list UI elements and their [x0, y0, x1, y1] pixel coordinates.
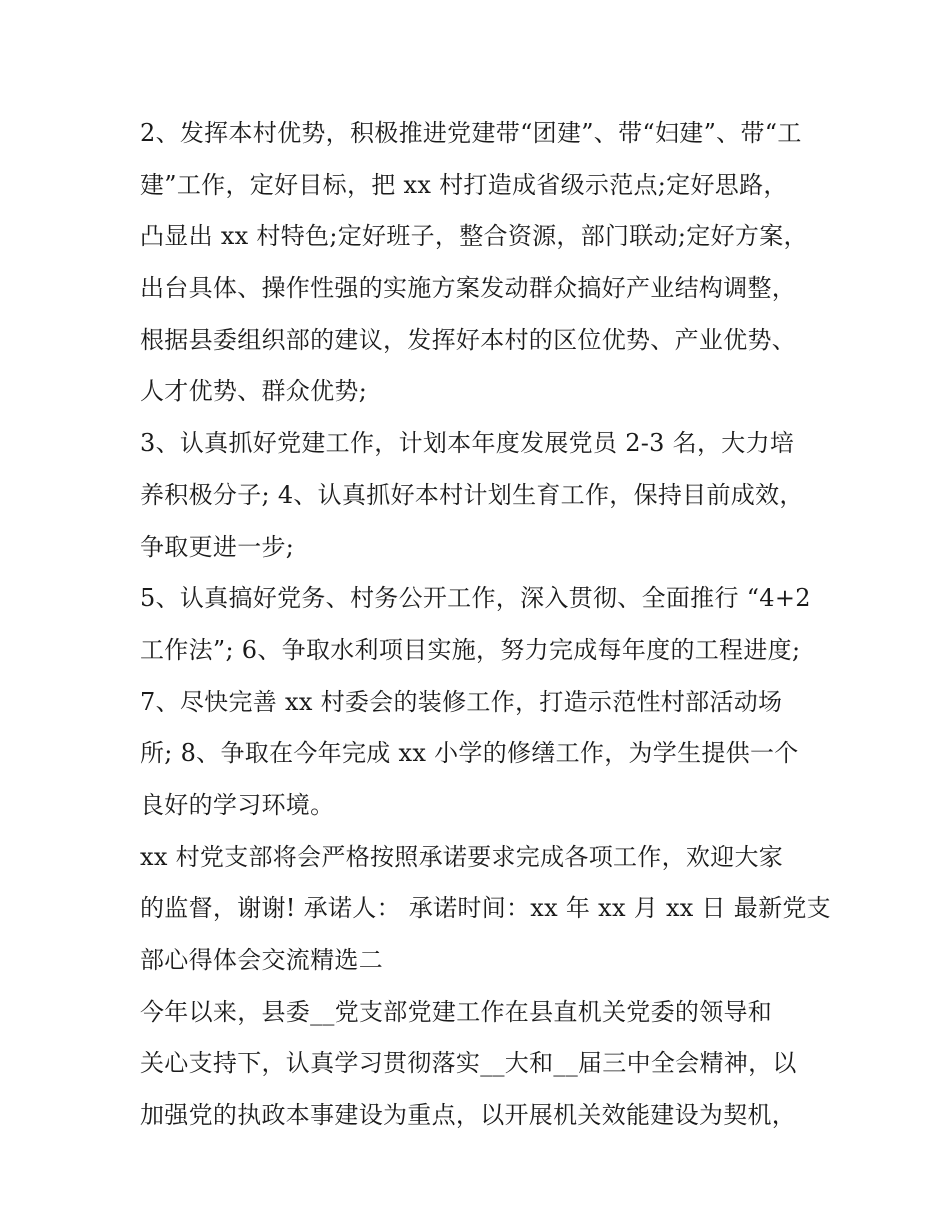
text-line: 争取更进一步; — [140, 532, 295, 561]
text-line: 建”工作，定好目标，把 xx 村打造成省级示范点;定好思路， — [140, 170, 788, 199]
text-line: 关心支持下，认真学习贯彻落实__大和__届三中全会精神，以 — [140, 1049, 797, 1078]
document-body — [140, 108, 831, 1142]
text-line: 所; 8、争取在今年完成 xx 小学的修缮工作，为学生提供一个 — [140, 739, 799, 768]
text-line: 加强党的执政本事建设为重点，以开展机关效能建设为契机， — [140, 1101, 797, 1130]
text-line: 3、认真抓好党建工作，计划本年度发展党员 2-3 名，大力培 — [140, 429, 795, 458]
text-line: 凸显出 xx 村特色;定好班子，整合资源，部门联动;定好方案， — [140, 222, 808, 251]
text-line: xx 村党支部将会严格按照承诺要求完成各项工作，欢迎大家 — [140, 842, 784, 871]
text-line: 部心得体会交流精选二 — [140, 946, 383, 974]
text-line: 根据县委组织部的建议，发挥好本村的区位优势、产业优势、 — [140, 325, 797, 354]
text-line: 5、认真搞好党务、村务公开工作，深入贯彻、全面推行 “4+2 — [140, 584, 811, 613]
text-line: 的监督，谢谢! 承诺人： 承诺时间：xx 年 xx 月 xx 日 最新党支 — [140, 894, 831, 923]
text-line: 工作法”; 6、争取水利项目实施，努力完成每年度的工程进度; — [140, 635, 801, 664]
text-line: 出台具体、操作性强的实施方案发动群众搞好产业结构调整， — [140, 274, 797, 303]
text-line: 今年以来，县委__党支部党建工作在县直机关党委的领导和 — [140, 997, 773, 1026]
text-line: 2、发挥本村优势，积极推进党建带“团建”、带“妇建”、带“工 — [140, 119, 802, 147]
text-line: 良好的学习环境。 — [140, 790, 335, 819]
text-line: 人才优势、群众优势; — [140, 377, 368, 406]
text-line: 养积极分子; 4、认真抓好本村计划生育工作，保持目前成效， — [140, 480, 804, 509]
text-line: 7、尽快完善 xx 村委会的装修工作，打造示范性村部活动场 — [140, 687, 783, 716]
